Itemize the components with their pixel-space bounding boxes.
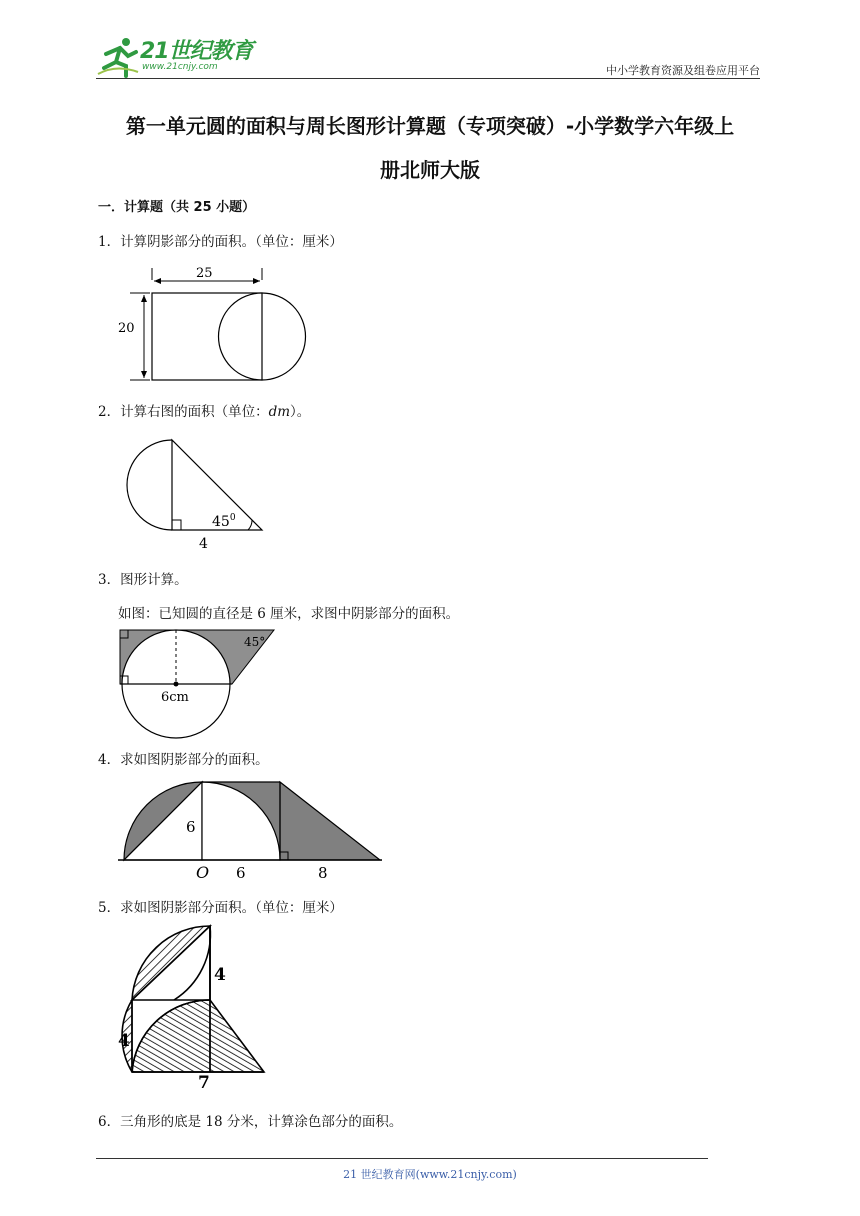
fig3-diameter-label: 6cm xyxy=(161,690,189,705)
figure-4 xyxy=(118,776,384,882)
question-text: 计算右图的面积（单位： xyxy=(120,404,269,420)
platform-label: 中小学教育资源及组卷应用平台 xyxy=(606,64,760,77)
fig1-width-label: 25 xyxy=(196,266,213,281)
figure-2 xyxy=(120,436,270,552)
question-number: 1． xyxy=(98,234,121,250)
question-6 xyxy=(98,1110,402,1130)
footer-divider xyxy=(96,1158,708,1159)
question-text: 计算阴影部分的面积。（单位：厘米） xyxy=(120,234,343,250)
runner-logo-icon xyxy=(96,34,140,78)
fig5-bottom-label: 7 xyxy=(198,1073,210,1088)
logo xyxy=(96,34,266,78)
fig4-height-label: 6 xyxy=(186,818,196,836)
question-4 xyxy=(98,748,269,768)
section-heading: 一．计算题（共 25 小题） xyxy=(98,200,256,215)
question-number: 5． xyxy=(98,900,121,916)
title-line-1: 第一单元圆的面积与周长图形计算题（专项突破）-小学数学六年级上 xyxy=(125,114,735,138)
fig4-radius-label: 6 xyxy=(236,864,246,882)
fig5-top-label: 4 xyxy=(214,965,226,985)
fig2-angle-label: $45^0$ xyxy=(212,513,236,530)
fig4-base-label: 8 xyxy=(318,864,328,882)
title-line-2: 册北师大版 xyxy=(380,158,480,182)
fig3-angle-label: 45° xyxy=(244,635,266,649)
question-3 xyxy=(98,568,188,588)
question-text-end: ）。 xyxy=(290,404,311,420)
logo-text: 21世纪教育 xyxy=(140,39,253,64)
question-text: 求如图阴影部分的面积。 xyxy=(120,752,269,768)
question-number: 4． xyxy=(98,752,121,768)
unit-text: dm xyxy=(268,404,291,420)
question-5 xyxy=(98,896,343,916)
fig2-base-label: 4 xyxy=(199,536,208,552)
question-number: 2． xyxy=(98,404,121,420)
figure-5 xyxy=(114,922,272,1088)
figure-3 xyxy=(116,626,288,742)
question-text: 图形计算。 xyxy=(120,572,188,588)
logo-url: www.21cnjy.com xyxy=(142,62,218,72)
question-2 xyxy=(98,400,310,420)
question-1 xyxy=(98,230,343,250)
page-header xyxy=(96,30,760,80)
header-divider xyxy=(96,78,760,79)
figure-1 xyxy=(116,262,312,386)
question-3-detail: 如图：已知圆的直径是 6 厘米，求图中阴影部分的面积。 xyxy=(118,606,460,622)
fig4-origin-label: O xyxy=(196,863,210,882)
question-text: 三角形的底是 18 分米，计算涂色部分的面积。 xyxy=(120,1114,403,1130)
fig1-height-label: 20 xyxy=(118,321,135,336)
question-number: 6． xyxy=(98,1114,121,1130)
footer-link[interactable]: 21 世纪教育网(www.21cnjy.com) xyxy=(343,1168,517,1181)
fig5-left-label: 4 xyxy=(118,1031,130,1051)
page-title xyxy=(96,104,764,192)
question-text: 求如图阴影部分面积。（单位：厘米） xyxy=(120,900,343,916)
question-number: 3． xyxy=(98,572,121,588)
